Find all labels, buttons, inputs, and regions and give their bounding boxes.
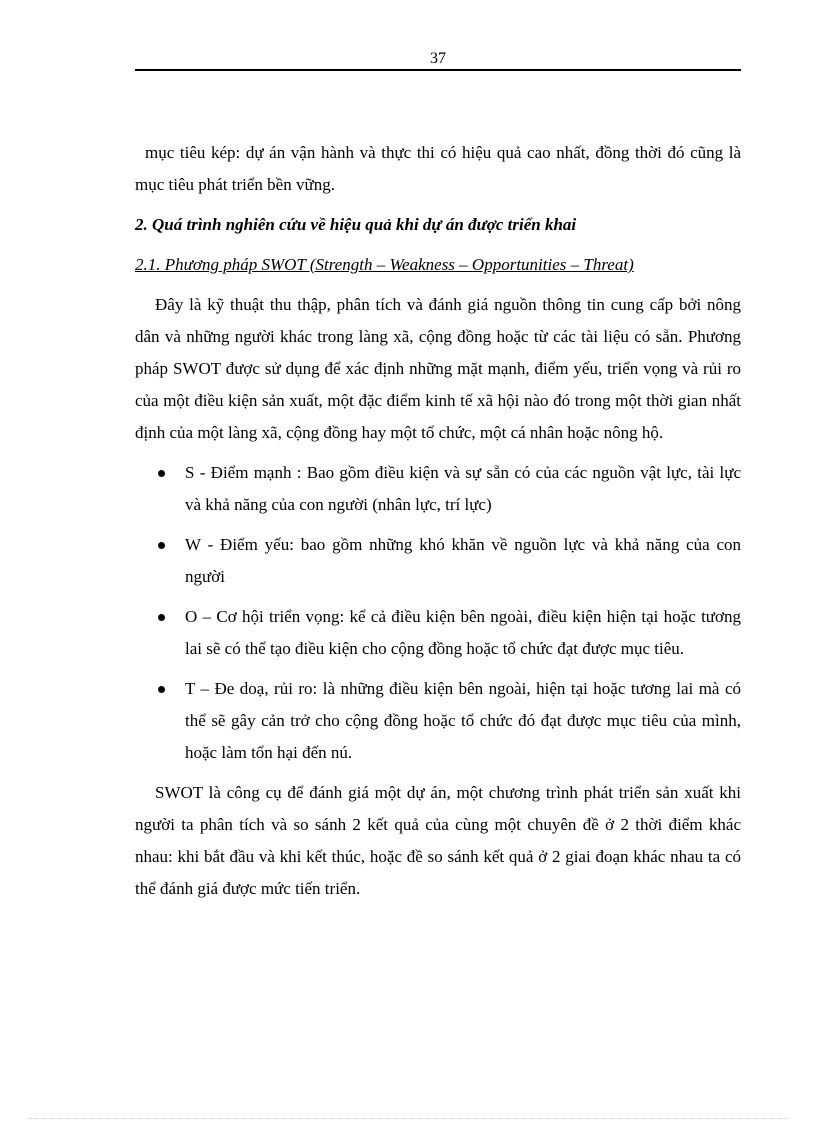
swot-description-paragraph: Đây là kỹ thuật thu thập, phân tích và đánh giá nguồn thông tin cung cấp bởi nông dân và những người khác trong làng xã, cộng đồng hoặc từ các tài liệu có sẵn. Phương pháp SWOT được sử dụng để xác định những mặt mạnh, điểm yếu, triển vọng và rủi ro của một điều kiện sản xuất, một đặc điểm kinh tế xã hội nào đó trong một thời gian nhất định của một làng xã, cộng đồng hay một tổ chức, một cá nhân hoặc nông hộ.: [135, 295, 741, 442]
bullet-opportunities: [135, 601, 741, 665]
section-heading: 2. Quá trình nghiên cứu về hiệu quả khi dự án được triển khai: [135, 215, 577, 234]
bullet-text: O – Cơ hội triển vọng: kể cả điều kiện bên ngoài, điều kiện hiện tại hoặc tương lai sẽ có thể tạo điều kiện cho cộng đồng hoặc tổ chức đạt được mục tiêu.: [185, 607, 741, 658]
bullet-strength: [135, 457, 741, 521]
bullet-threat: [135, 673, 741, 769]
bullet-weakness: [135, 529, 741, 593]
bullet-text: T – Đe doạ, rủi ro: là những điều kiện bên ngoài, hiện tại hoặc tương lai mà có thể sẽ gây cản trở cho cộng đồng hoặc tổ chức đó đạt được mục tiêu của mình, hoặc làm tổn hại đến nú.: [185, 679, 741, 762]
bullet-text: S - Điểm mạnh : Bao gồm điều kiện và sự sẵn có của các nguồn vật lực, tài lực và khả năng của con người (nhân lực, trí lực): [185, 463, 741, 514]
bullet-text: W - Điểm yếu: bao gồm những khó khăn về nguồn lực và khả năng của con người: [185, 535, 741, 586]
bullet-dot-icon: [158, 470, 165, 477]
footer-divider: [28, 1118, 788, 1119]
page-number: 37: [430, 50, 446, 67]
bullet-dot-icon: [158, 686, 165, 693]
page-header: [135, 50, 741, 71]
swot-usage-paragraph: SWOT là công cụ để đánh giá một dự án, một chương trình phát triển sản xuất khi người ta phân tích và so sánh 2 kết quả của cùng một chuyên đề ở 2 thời điểm khác nhau: khi bắt đầu và khi kết thúc, hoặc đề so sánh kết quả ở 2 giai đoạn khác nhau ta có thể đánh giá được mức tiến triển.: [135, 783, 741, 898]
document-body: [135, 137, 741, 913]
bullet-dot-icon: [158, 614, 165, 621]
intro-paragraph: mục tiêu kép: dự án vận hành và thực thi có hiệu quả cao nhất, đồng thời đó cũng là mục tiêu phát triển bền vững.: [135, 143, 741, 194]
subsection-heading: 2.1. Phương pháp SWOT (Strength – Weakness – Opportunities – Threat): [135, 255, 634, 274]
swot-bullet-list: [135, 457, 741, 769]
bullet-dot-icon: [158, 542, 165, 549]
